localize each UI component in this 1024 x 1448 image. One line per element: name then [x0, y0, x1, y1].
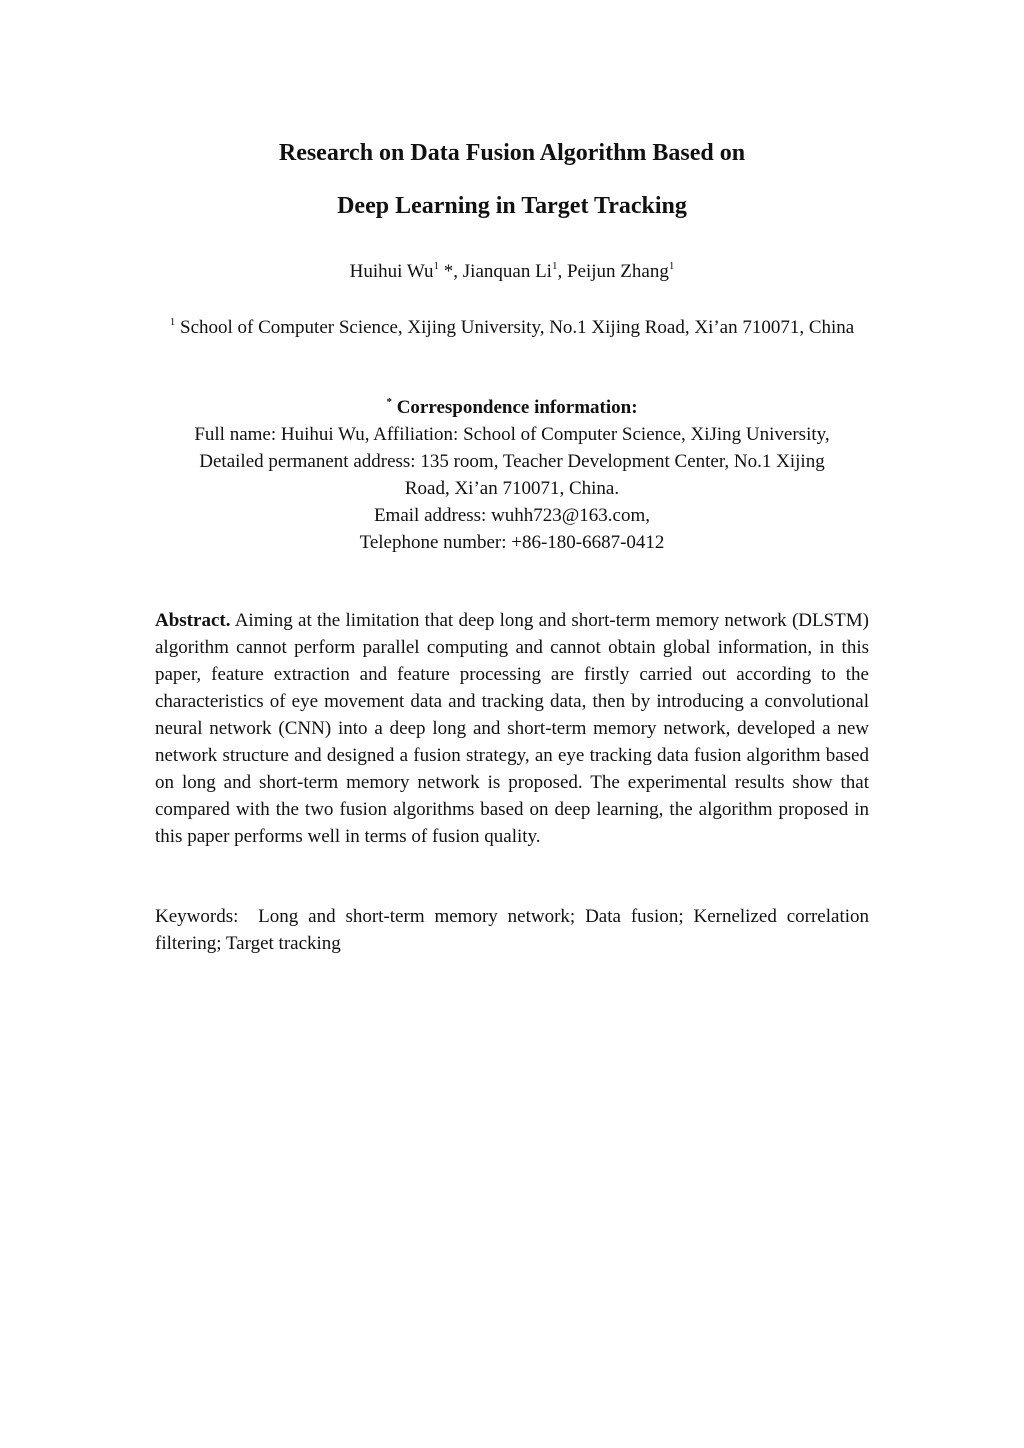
correspondence-block: [130, 394, 894, 556]
correspondence-heading: [130, 394, 894, 421]
correspondence-line: Detailed permanent address: 135 room, Teacher Development Center, No.1 Xijing: [199, 451, 825, 472]
correspondence-phone: Telephone number: +86-180-6687-0412: [359, 532, 665, 553]
author-list: [0, 259, 1024, 285]
abstract-label: Abstract.: [155, 610, 231, 631]
correspondence-heading-text: Correspondence information:: [396, 397, 638, 418]
affiliation-mark: 1: [169, 316, 176, 328]
correspondence-mark: *: [386, 396, 392, 408]
affiliation: [150, 315, 874, 341]
correspondence-line: Road, Xi’an 710071, China.: [404, 478, 620, 499]
author-name: Peijun Zhang: [566, 261, 669, 282]
title-line-1: Research on Data Fusion Algorithm Based on: [278, 140, 746, 166]
corresponding-mark: *: [439, 261, 454, 282]
correspondence-email: Email address: wuhh723@163.com,: [373, 505, 651, 526]
author-affiliation-mark: 1: [433, 260, 440, 272]
author-separator: ,: [557, 261, 567, 282]
author-affiliation-mark: 1: [668, 260, 675, 272]
keywords-text: Long and short-term memory network; Data fusion; Kernelized correlation filtering; Target tracking: [155, 906, 869, 954]
abstract: [155, 607, 869, 850]
title-line-2: Deep Learning in Target Tracking: [337, 193, 687, 219]
author-name: Jianquan Li: [462, 261, 552, 282]
abstract-text: Aiming at the limitation that deep long and short-term memory network (DLSTM) algorithm cannot perform parallel computing and cannot obtain global information, in this paper, feature extraction and feature processing are firstly carried out according to the characteristics of eye movement data and tracking data, then by introducing a convolutional neural network (CNN) into a deep long and short-term memory network, developed a new network structure and designed a fusion strategy, an eye tracking data fusion algorithm based on long and short-term memory network is proposed. The experimental results show that compared with the two fusion algorithms based on deep learning, the algorithm proposed in this paper performs well in terms of fusion quality.: [155, 610, 869, 847]
keywords: [155, 903, 869, 957]
author-name: Huihui Wu: [349, 261, 434, 282]
author-separator: ,: [453, 261, 463, 282]
affiliation-text: School of Computer Science, Xijing University, No.1 Xijing Road, Xi’an 710071, China: [180, 317, 855, 338]
correspondence-line: Full name: Huihui Wu, Affiliation: School of Computer Science, XiJing University,: [194, 424, 830, 445]
keywords-label: Keywords:: [155, 906, 239, 927]
author-affiliation-mark: 1: [551, 260, 558, 272]
